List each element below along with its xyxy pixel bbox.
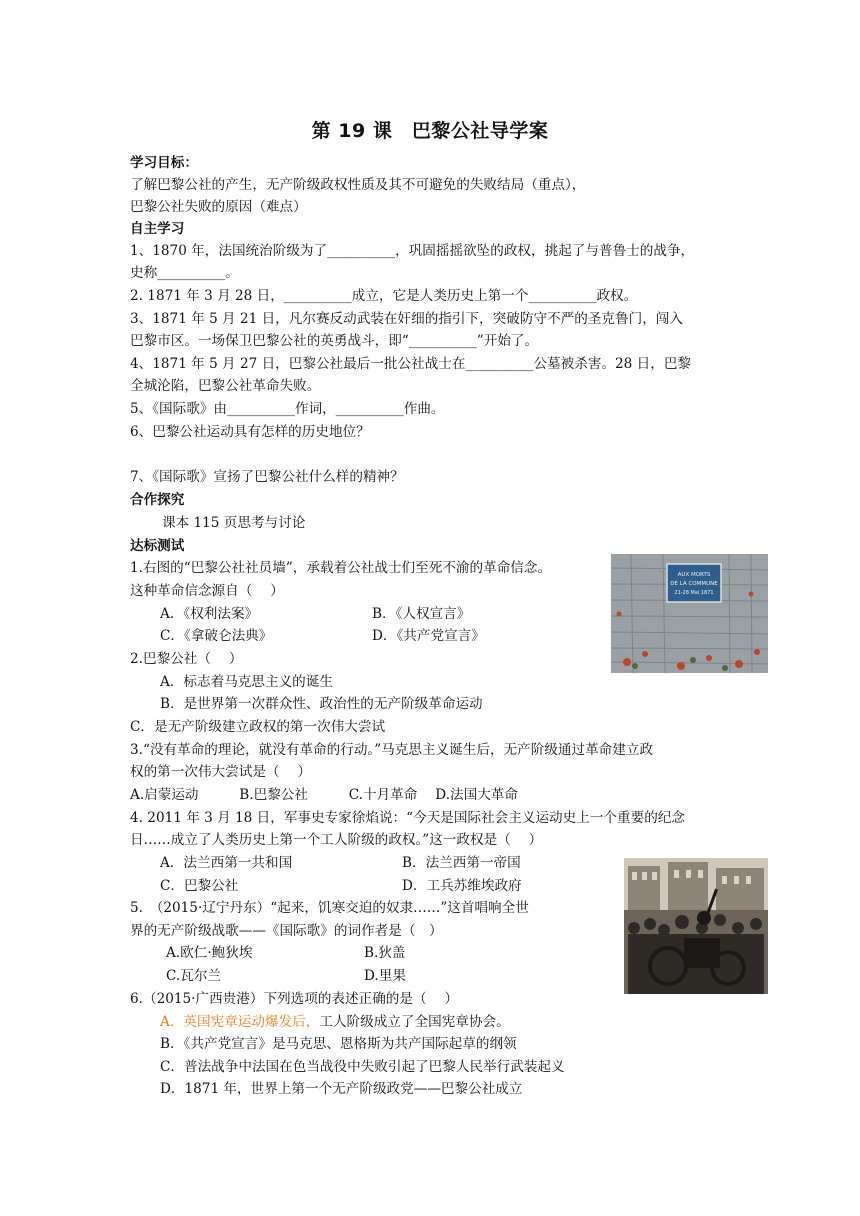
plaque-line-1: AUX MORTS (677, 572, 711, 578)
self-study-line: 3、1871 年 5 月 21 日，凡尔赛反动武装在奸细的指引下，突破防守不严的圣克鲁门，闯入 (130, 311, 683, 327)
plaque-line-2: DE LA COMMUNE (670, 581, 718, 587)
wall-image (611, 554, 768, 673)
q5-option-c: C.瓦尔兰 (166, 968, 222, 984)
objectives-heading: 学习目标： (130, 155, 198, 171)
q6-option-a-highlight: A．英国宪章运动爆发后， (160, 1014, 320, 1030)
q3-stem: 3.“没有革命的理论，就没有革命的行动。”马克思主义诞生后，无产阶级通过革命建立政 (130, 742, 654, 758)
q2-option-c: C．是无产阶级建立政权的第一次伟大尝试 (130, 719, 386, 735)
self-study-line: 6、巴黎公社运动具有怎样的历史地位？ (130, 424, 370, 440)
page-title: 第 19 课 巴黎公社导学案 (311, 120, 549, 142)
q1-stem: 这种革命信念源自（ ） (130, 583, 284, 599)
objective-line: 了解巴黎公社的产生，无产阶级政权性质及其不可避免的失败结局（重点）， (130, 177, 586, 193)
coop-text: 课本 115 页思考与讨论 (162, 515, 306, 531)
q5-stem: 5. （2015·辽宁丹东）“起来，饥寒交迫的奴隶……”这首唱响全世 (130, 900, 529, 916)
q4-option-b: B．法兰西第一帝国 (402, 855, 521, 871)
q6-option-b: B．《共产党宣言》是马克思、恩格斯为共产国际起草的纲领 (160, 1036, 517, 1052)
self-study-heading: 自主学习 (130, 221, 185, 237)
q1-option-b: B．《人权宣言》 (372, 606, 471, 622)
q2-option-b: B．是世界第一次群众性、政治性的无产阶级革命运动 (160, 696, 483, 712)
q1-option-d: D．《共产党宣言》 (372, 628, 485, 644)
q6-option-c: C．普法战争中法国在色当战役中失败引起了巴黎人民举行武装起义 (160, 1059, 565, 1075)
q1-option-c: C．《拿破仑法典》 (160, 628, 273, 644)
coop-heading: 合作探究 (130, 492, 185, 508)
q4-stem: 4. 2011 年 3 月 18 日，军事史专家徐焰说：“今天是国际社会主义运动史上一个重要的纪念 (130, 810, 685, 826)
plaque-line-3: 21-28 Mai 1871 (674, 590, 714, 596)
q6-option-a (160, 1011, 510, 1033)
self-study-line: 史称__________。 (130, 265, 239, 281)
q5-option-b: B.狄盖 (364, 945, 406, 961)
q5-option-d: D.里果 (364, 968, 406, 984)
communards-wall-photo (611, 554, 768, 673)
self-study-line: 巴黎市区。一场保卫巴黎公社的英勇战斗，即“__________”开始了。 (130, 333, 539, 349)
test-heading: 达标测试 (130, 538, 185, 554)
crowd-historic-photo (624, 858, 768, 994)
q6-option-a-rest: 工人阶级成立了全国宪章协会。 (319, 1014, 510, 1030)
q1-stem: 1.右图的“巴黎公社社员墙”，承载着公社战士们至死不渝的革命信念。 (130, 560, 552, 576)
self-study-line: 4、1871 年 5 月 27 日，巴黎公社最后一批公社战士在__________公墓被杀害。28 日，巴黎 (130, 356, 692, 372)
q2-stem: 2.巴黎公社（ ） (130, 651, 243, 667)
self-study-line: 7、《国际歌》宣扬了巴黎公社什么样的精神？ (130, 469, 404, 485)
q3-stem: 权的第一次伟大尝试是（ ） (130, 764, 312, 780)
q3-options: A.启蒙运动 B.巴黎公社 C.十月革命 D.法国大革命 (130, 787, 518, 803)
q1-option-a: A．《权利法案》 (160, 606, 259, 622)
q2-option-a: A．标志着马克思主义的诞生 (160, 674, 333, 690)
self-study-line: 1、1870 年，法国统治阶级为了__________，巩固摇摇欲坠的政权，挑起了与普鲁士的战争， (130, 243, 695, 259)
q4-option-d: D．工兵苏维埃政府 (402, 878, 522, 894)
q4-option-c: C．巴黎公社 (160, 878, 239, 894)
q5-option-a: A.欧仁·鲍狄埃 (166, 945, 253, 961)
q6-stem: 6.（2015·广西贵港）下列选项的表述正确的是（ ） (130, 991, 459, 1007)
q4-option-a: A．法兰西第一共和国 (160, 855, 293, 871)
q6-option-d: D．1871 年，世界上第一个无产阶级政党——巴黎公社成立 (160, 1081, 523, 1097)
objective-line: 巴黎公社失败的原因（难点） (130, 199, 307, 215)
self-study-line: 全城沦陷，巴黎公社革命失败。 (130, 378, 321, 394)
self-study-line: 5、《国际歌》由__________作词，__________作曲。 (130, 401, 445, 417)
q5-stem: 界的无产阶级战歌——《国际歌》的词作者是（ ） (130, 923, 443, 939)
crowd-image (624, 858, 768, 994)
q4-stem: 日……成立了人类历史上第一个工人阶级的政权。”这一政权是（ ） (130, 832, 543, 848)
self-study-line: 2. 1871 年 3 月 28 日，__________成立，它是人类历史上第一个__________政权。 (130, 288, 638, 304)
